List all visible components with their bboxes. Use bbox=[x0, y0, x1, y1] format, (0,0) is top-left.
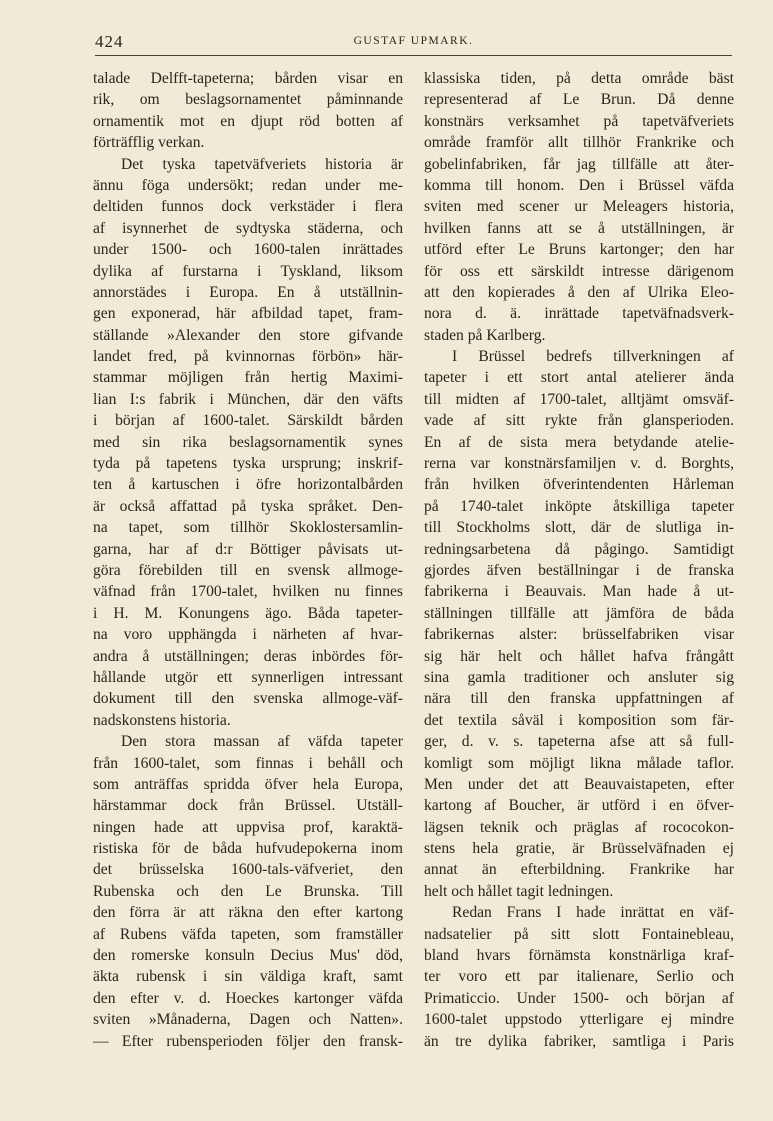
text-line: En af de sista mera betydande atelie- bbox=[424, 433, 734, 451]
text-line: väfnad från 1700-talet, hvilken nu finnes bbox=[93, 583, 403, 601]
text-line: härstammar dock från Brüssel. Utställ- bbox=[93, 797, 403, 815]
text-line: dokument till den svenska allmoge-väf- bbox=[93, 690, 403, 708]
text-line: garna, har af d:r Böttiger påvisats ut- bbox=[93, 540, 403, 558]
text-line: område framför allt tillhör Frankrike och bbox=[424, 134, 734, 152]
text-line: till Stockholms slott, där de slutliga in- bbox=[424, 519, 734, 537]
text-line: ännu föga undersökt; redan under me- bbox=[93, 176, 403, 194]
text-line: för oss ett särskildt intresse därigenom bbox=[424, 262, 734, 280]
text-line: från hvilken öfverintendenten Hårleman bbox=[424, 476, 734, 494]
text-line: andra å utställningen; deras inbördes för- bbox=[93, 647, 403, 665]
text-line: landet fred, på kvinnornas förbön» här- bbox=[93, 348, 403, 366]
text-line: fabrikerna i Beauvais. Man hade å ut- bbox=[424, 583, 734, 601]
text-line: lian I:s fabrik i München, där den väfts bbox=[93, 390, 403, 408]
text-line: af isynnerhet de sydtyska städerna, och bbox=[93, 219, 403, 237]
text-line: med sin rika beslagsornamentik synes bbox=[93, 433, 403, 451]
text-line: äkta rubensk i sin väldiga kraft, samt bbox=[93, 968, 403, 986]
text-line: till midten af 1700-talet, alltjämt omsväf- bbox=[424, 390, 734, 408]
page-header bbox=[95, 32, 732, 56]
text-line: tapeter i ett stort antal atelierer ända bbox=[424, 369, 734, 387]
text-line: annat än efterbildning. Frankrike har bbox=[424, 861, 734, 879]
text-line: Primaticcio. Under 1500- och början af bbox=[424, 989, 734, 1007]
text-line: vade af sitt rykte från glansperioden. bbox=[424, 412, 734, 430]
text-line: ten å kartuschen i öfre horizontalbården bbox=[93, 476, 403, 494]
text-line: nära till den franska uppfattningen af bbox=[424, 690, 734, 708]
text-line: från 1600-talet, som finnas i behåll och bbox=[93, 754, 403, 772]
text-line: ornamentik mot en djupt röd botten af bbox=[93, 112, 403, 130]
text-line: än tre dylika fabriker, samtliga i Paris bbox=[424, 1032, 734, 1050]
text-line: sig här helt och hållet hafva frångått bbox=[424, 647, 734, 665]
running-title: GUSTAF UPMARK. bbox=[353, 35, 474, 47]
text-line: komma till honom. Den i Brüssel väfda bbox=[424, 176, 734, 194]
text-line: redningsarbetena då pågingo. Samtidigt bbox=[424, 540, 734, 558]
text-line: stens hela gratie, är Brüsselväfnaden ej bbox=[424, 840, 734, 858]
text-line: som anträffas spridda öfver hela Europa, bbox=[93, 775, 403, 793]
text-line: konstnärs verksamhet på tapetväfveriets bbox=[424, 112, 734, 130]
text-line: i början af 1600-talet. Särskildt bården bbox=[93, 412, 403, 430]
text-line: ter voro ett par italienare, Serlio och bbox=[424, 968, 734, 986]
text-line: af Rubens väfda tapeten, som framställer bbox=[93, 925, 403, 943]
text-line: hållande utgör ett synnerligen intressant bbox=[93, 668, 403, 686]
text-line: hvilken fanns att se å utställningen, är bbox=[424, 219, 734, 237]
text-line: på 1740-talet inköpte åtskilliga tapeter bbox=[424, 497, 734, 515]
text-line: staden på Karlberg. bbox=[424, 326, 546, 344]
text-line: Den stora massan af väfda tapeter bbox=[121, 733, 403, 751]
header-rule bbox=[95, 55, 732, 56]
page-number: 424 bbox=[95, 32, 124, 51]
text-line: gen exponerad, här afbildad tapet, fram- bbox=[93, 305, 403, 323]
text-line: nadskonstens historia. bbox=[93, 711, 231, 729]
text-line: i H. M. Konungens ägo. Båda tapeter- bbox=[93, 604, 403, 622]
text-line: det brüsselska 1600-tals-väfveriet, den bbox=[93, 861, 403, 879]
text-line: dylika af furstarna i Tyskland, liksom bbox=[93, 262, 403, 280]
text-line: na tapet, som tillhör Skoklostersamlin- bbox=[93, 519, 403, 537]
text-line: deltiden funnos dock verkstäder i flera bbox=[93, 198, 403, 216]
text-line: Men under det att Beauvaistapeten, efter bbox=[424, 775, 734, 793]
text-line: förträfflig verkan. bbox=[93, 134, 205, 152]
text-line: Det tyska tapetväfveriets historia är bbox=[121, 155, 403, 173]
text-line: att den kopierades å den af Ulrika Eleo- bbox=[424, 283, 734, 301]
text-line: sviten med scener ur Meleagers historia, bbox=[424, 198, 734, 216]
right-text-column bbox=[424, 68, 734, 1052]
text-line: Redan Frans I hade inrättat en väf- bbox=[452, 904, 734, 922]
text-line: göra förebilden till en svensk allmoge- bbox=[93, 561, 403, 579]
text-line: kartong af Boucher, är utförd i en öfver- bbox=[424, 797, 734, 815]
text-line: ställande »Alexander den store gifvande bbox=[93, 326, 403, 344]
text-line: är också affattad på tyska språket. Den- bbox=[93, 497, 403, 515]
text-line: den förra är att räkna den efter kartong bbox=[93, 904, 403, 922]
text-line: 1600-talet uppstodo ytterligare ej mindre bbox=[424, 1011, 734, 1029]
text-line: ger, d. v. s. tapeterna afse att så full- bbox=[424, 733, 734, 751]
text-line: rik, om beslagsornamentet påminnande bbox=[93, 91, 403, 109]
text-line: tyda på tapetens tyska ursprung; inskrif- bbox=[93, 455, 403, 473]
text-line: representerad af Le Brun. Då denne bbox=[424, 91, 734, 109]
text-line: Rubenska och den Le Brunska. Till bbox=[93, 882, 403, 900]
text-line: sina gamla traditioner och ansluter sig bbox=[424, 668, 734, 686]
text-line: talade Delfft-tapeterna; bården visar en bbox=[93, 70, 403, 87]
text-line: nora d. ä. inrättade tapetväfnadsverk- bbox=[424, 305, 734, 323]
text-line: gjordes äfven beställningar i de franska bbox=[424, 561, 734, 579]
text-line: — Efter rubensperioden följer den fransk- bbox=[93, 1032, 403, 1050]
text-line: rerna var konstnärsfamiljen v. d. Borghts, bbox=[424, 455, 734, 473]
text-line: bland hvars förnämsta konstnärliga kraf- bbox=[424, 947, 734, 965]
text-line: helt och hållet tagit ledningen. bbox=[424, 882, 614, 900]
text-line: fabrikernas alster: brüsselfabriken visar bbox=[424, 626, 734, 644]
text-line: na voro upphängda i närheten af hvar- bbox=[93, 626, 403, 644]
text-line: lägsen teknik och präglas af rococokon- bbox=[424, 818, 734, 836]
text-line: komligt som möjligt likna målade taflor. bbox=[424, 754, 734, 772]
text-line: den romerske konsuln Decius Mus' död, bbox=[93, 947, 403, 965]
text-line: under 1500- och 1600-talen inrättades bbox=[93, 241, 403, 259]
text-line: utförd efter Le Bruns kartonger; den har bbox=[424, 241, 734, 259]
text-line: den efter v. d. Hoeckes kartonger väfda bbox=[93, 989, 403, 1007]
text-line: stammar möjligen från hertig Maximi- bbox=[93, 369, 403, 387]
left-text-column bbox=[93, 68, 403, 1052]
text-line: annorstädes i Europa. En å utställnin- bbox=[93, 283, 403, 301]
text-line: klassiska tiden, på detta område bäst bbox=[424, 70, 734, 87]
text-line: I Brüssel bedrefs tillverkningen af bbox=[452, 348, 734, 366]
text-line: ningen hade att uppvisa prof, karaktä- bbox=[93, 818, 403, 836]
text-line: det textila såväl i komposition som fär- bbox=[424, 711, 734, 729]
text-line: sviten »Månaderna, Dagen och Natten». bbox=[93, 1011, 403, 1029]
text-line: ställningen tillfälle att jämföra de båda bbox=[424, 604, 734, 622]
text-line: ristiska för de båda hufvudepokerna inom bbox=[93, 840, 403, 858]
text-line: gobelinfabriken, får jag tillfälle att åter- bbox=[424, 155, 734, 173]
text-line: nadsatelier på sitt slott Fontainebleau, bbox=[424, 925, 734, 943]
